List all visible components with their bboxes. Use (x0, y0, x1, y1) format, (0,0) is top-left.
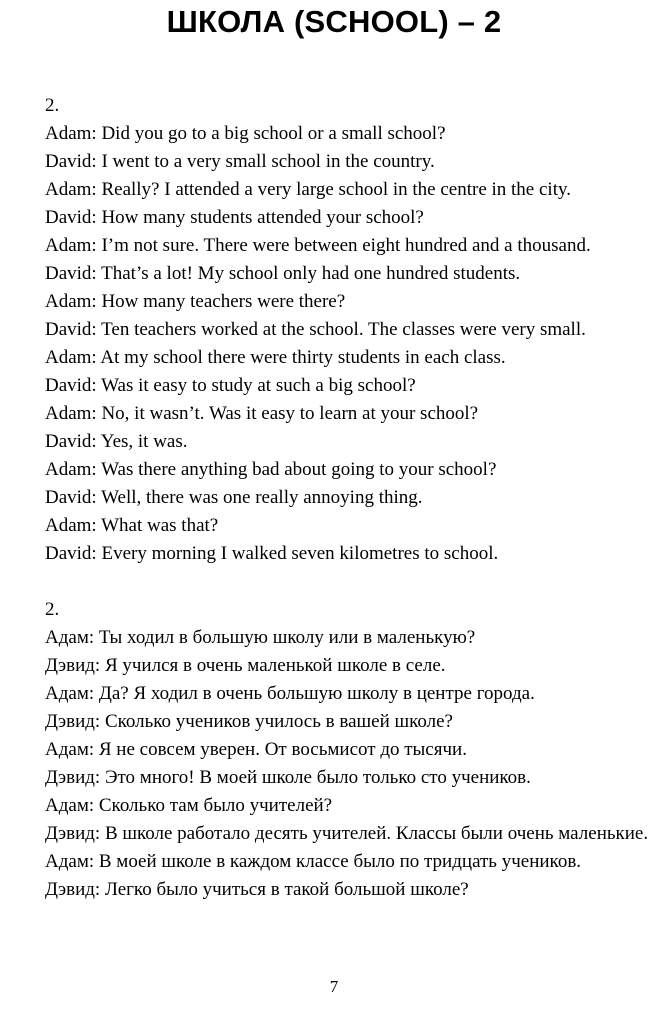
dialogue-line: David: Was it easy to study at such a big school? (45, 375, 416, 396)
dialogue-line: David: Yes, it was. (45, 431, 188, 452)
section-number: 2. (45, 95, 60, 116)
dialogue-line: Адам: Я не совсем уверен. От восьмисот до тысячи. (45, 739, 467, 760)
section-number: 2. (45, 599, 60, 620)
dialogue-line: Адам: Ты ходил в большую школу или в маленькую? (45, 627, 476, 648)
russian-dialogue (17, 596, 651, 904)
dialogue-line: David: Every morning I walked seven kilometres to school. (45, 543, 499, 564)
dialogue-line: Adam: How many teachers were there? (45, 291, 346, 312)
dialogue-line: Adam: Was there anything bad about going to your school? (45, 459, 497, 480)
english-lines (17, 120, 651, 568)
dialogue-line: Дэвид: Это много! В моей школе было только сто учеников. (45, 767, 531, 788)
dialogue-line: Дэвид: Я учился в очень маленькой школе в селе. (45, 655, 446, 676)
page-title: ШКОЛА (SCHOOL) – 2 (166, 4, 502, 39)
english-dialogue (17, 92, 651, 568)
dialogue-line: Adam: At my school there were thirty students in each class. (45, 347, 506, 368)
dialogue-line: Адам: Да? Я ходил в очень большую школу в центре города. (45, 683, 535, 704)
dialogue-line: David: That’s a lot! My school only had one hundred students. (45, 263, 521, 284)
dialogue-body (17, 92, 651, 904)
dialogue-line: David: How many students attended your school? (45, 207, 424, 228)
russian-lines (17, 624, 651, 904)
dialogue-line: Adam: Really? I attended a very large school in the centre in the city. (45, 179, 571, 200)
dialogue-line: Adam: No, it wasn’t. Was it easy to learn at your school? (45, 403, 479, 424)
dialogue-line: Адам: В моей школе в каждом классе было по тридцать учеников. (45, 851, 582, 872)
dialogue-line: Адам: Сколько там было учителей? (45, 795, 333, 816)
dialogue-line: Adam: What was that? (45, 515, 219, 536)
dialogue-line: Adam: Did you go to a big school or a small school? (45, 123, 446, 144)
dialogue-line: Adam: I’m not sure. There were between eight hundred and a thousand. (45, 235, 591, 256)
dialogue-line: David: I went to a very small school in the country. (45, 151, 435, 172)
dialogue-line: David: Ten teachers worked at the school. The classes were very small. (45, 319, 586, 340)
dialogue-line: Дэвид: В школе работало десять учителей. Классы были очень маленькие. (45, 823, 649, 844)
dialogue-line: Дэвид: Легко было учиться в такой большой школе? (45, 879, 469, 900)
dialogue-line: David: Well, there was one really annoying thing. (45, 487, 423, 508)
dialogue-line: Дэвид: Сколько учеников училось в вашей школе? (45, 711, 453, 732)
page-number: 7 (329, 977, 339, 996)
